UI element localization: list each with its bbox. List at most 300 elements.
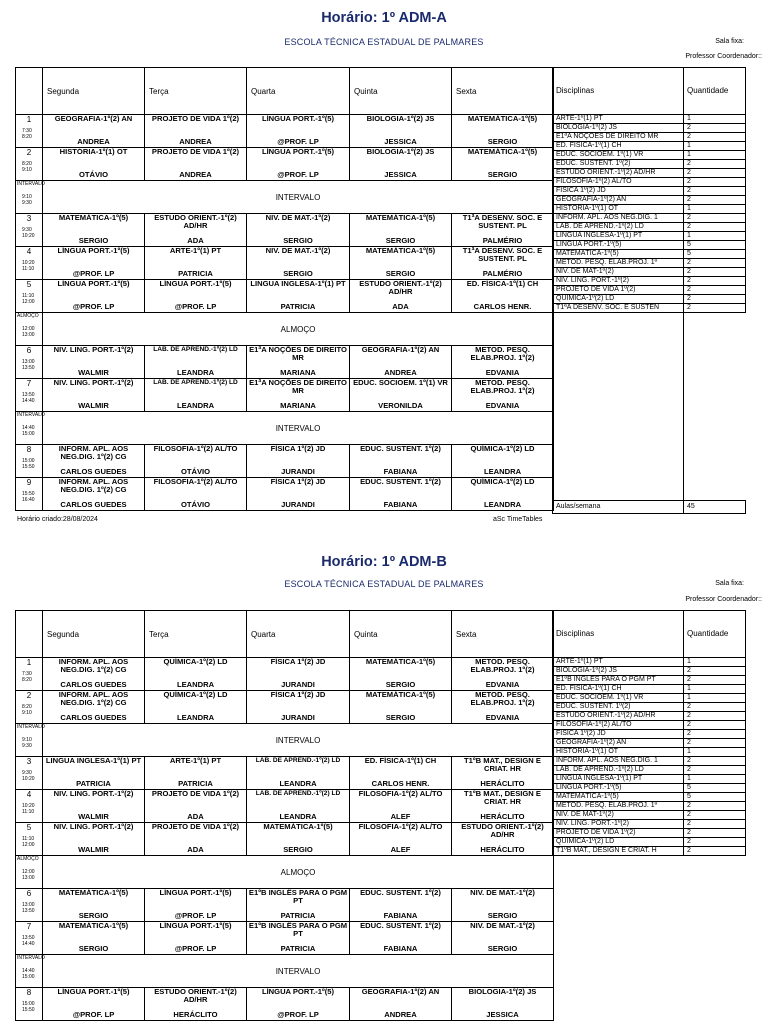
subject-count: 2 <box>684 766 746 775</box>
teacher-name: SERGIO <box>385 269 416 278</box>
subject-label: ED. FÍSICA-1º(1) CH <box>553 142 684 151</box>
teacher-name: WALMIR <box>78 368 109 377</box>
subject-count: 2 <box>684 802 746 811</box>
subject-name: T1ªA DESENV. SOC. E SUSTENT. PL <box>462 246 543 263</box>
subject-row <box>553 196 746 205</box>
lesson-cell <box>43 148 145 181</box>
subject-name: MATEMÁTICA-1º(5) <box>365 246 436 255</box>
teacher-name: CARLOS GUEDES <box>60 500 127 509</box>
teacher-name: LEANDRA <box>483 500 522 509</box>
subject-name: GEOGRAFIA-1º(2) AN <box>361 987 440 996</box>
subject-label: EDUC. SOCIOEM. 1º(1) VR <box>553 151 684 160</box>
day-header: Segunda <box>43 611 145 658</box>
lesson-cell <box>350 691 452 724</box>
subject-name: ESTUDO ORIENT.-1º(2) AD/HR <box>359 279 442 296</box>
break-time: 12:00 13:00 <box>22 869 35 881</box>
break-name: INTERVALO <box>43 724 554 757</box>
period-time: 15:00 15:50 <box>22 1001 35 1013</box>
subject-count: 2 <box>684 187 746 196</box>
subject-row <box>553 793 746 802</box>
lesson-cell <box>247 148 350 181</box>
lesson-cell <box>350 922 452 955</box>
subject-count: 2 <box>684 739 746 748</box>
lesson-cell <box>43 922 145 955</box>
subject-name: ED. FÍSICA-1º(1) CH <box>466 279 539 288</box>
lesson-cell <box>145 658 247 691</box>
subject-name: METOD. PESQ. ELAB.PROJ. 1º(2) <box>470 378 535 395</box>
break-time: 14:40 15:00 <box>22 968 35 980</box>
subject-label: PROJETO DE VIDA 1º(2) <box>553 286 684 295</box>
teacher-name: ADA <box>392 302 409 311</box>
subject-name: E1ºB INGLÊS PARA O PGM PT <box>248 888 348 905</box>
teacher-name: EDVANIA <box>485 680 520 689</box>
subject-count: 1 <box>684 685 746 694</box>
subject-count: 1 <box>684 115 746 124</box>
teacher-name: SERGIO <box>487 170 518 179</box>
break-time-cell <box>16 412 43 445</box>
period-cell <box>16 346 43 379</box>
lesson-cell <box>145 988 247 1021</box>
subject-count: 2 <box>684 259 746 268</box>
period-cell <box>16 148 43 181</box>
teacher-name: SERGIO <box>78 236 109 245</box>
teacher-name: CARLOS GUEDES <box>60 680 127 689</box>
subject-name: NIV. LING. PORT.-1º(2) <box>53 378 134 387</box>
subject-label: E1ºB INGLÊS PARA O PGM PT <box>553 676 684 685</box>
teacher-name: JESSICA <box>384 170 417 179</box>
school-name: ESCOLA TÉCNICA ESTADUAL DE PALMARES <box>284 579 484 589</box>
subject-name: ARTE-1º(1) PT <box>169 246 222 255</box>
break-time-cell <box>16 724 43 757</box>
teacher-name: LEANDRA <box>176 680 215 689</box>
period-number: 9 <box>26 478 32 487</box>
subject-count: 2 <box>684 286 746 295</box>
teacher-name: @PROF. LP <box>277 137 319 146</box>
subject-name: MATEMÁTICA-1º(5) <box>467 114 538 123</box>
lesson-cell <box>350 790 452 823</box>
school-name: ESCOLA TÉCNICA ESTADUAL DE PALMARES <box>284 37 484 47</box>
subject-name: LINGUA INGLESA-1º(1) PT <box>45 756 142 765</box>
teacher-name: JESSICA <box>384 137 417 146</box>
subject-label: LAB. DE APREND.-1º(2) LD <box>553 766 684 775</box>
lesson-cell <box>452 346 554 379</box>
subject-count: 2 <box>684 811 746 820</box>
period-number: 2 <box>26 691 32 700</box>
teacher-name: PATRICIA <box>280 911 316 920</box>
subject-count: 5 <box>684 793 746 802</box>
lesson-cell <box>247 115 350 148</box>
aulas-semana-row <box>553 501 746 514</box>
period-row <box>16 757 554 790</box>
subject-row <box>553 250 746 259</box>
teacher-name: JURANDI <box>281 680 315 689</box>
teacher-name: ANDREA <box>179 170 212 179</box>
subject-name: LÍNGUA PORT.-1º(5) <box>57 246 130 255</box>
subject-row <box>553 730 746 739</box>
teacher-name: @PROF. LP <box>174 302 217 311</box>
subject-label: LAB. DE APREND.-1º(2) LD <box>553 223 684 232</box>
break-time: 9:10 9:30 <box>22 194 32 206</box>
lesson-cell <box>43 445 145 478</box>
period-cell <box>16 922 43 955</box>
teacher-name: PALMÉRIO <box>482 269 523 278</box>
teacher-name: SERGIO <box>283 845 313 854</box>
teacher-name: SERGIO <box>385 680 416 689</box>
lesson-cell <box>43 379 145 412</box>
subject-count: 2 <box>684 757 746 766</box>
period-cell <box>16 691 43 724</box>
period-number: 4 <box>26 247 32 256</box>
teacher-name: CARLOS HENR. <box>371 779 430 788</box>
period-number: 2 <box>26 148 32 157</box>
subject-row <box>553 295 746 304</box>
subject-count: 2 <box>684 712 746 721</box>
lesson-cell <box>452 445 554 478</box>
break-name: INTERVALO <box>43 412 554 445</box>
subject-count: 2 <box>684 847 746 856</box>
sala-fixa-label: Sala fixa: <box>715 580 744 587</box>
spacer-cell <box>553 313 684 501</box>
lesson-cell <box>43 790 145 823</box>
subject-name: FÍSICA 1º(2) JD <box>270 690 326 699</box>
subject-label: EDUC. SOCIOEM. 1º(1) VR <box>553 694 684 703</box>
subject-name: FÍSICA 1º(2) JD <box>270 477 326 486</box>
day-header: Sexta <box>452 68 554 115</box>
subject-label: QUÍMICA-1º(2) LD <box>553 838 684 847</box>
spacer-cell <box>684 313 746 501</box>
period-number: 5 <box>26 823 32 832</box>
subject-count: 5 <box>684 250 746 259</box>
period-row <box>16 478 554 511</box>
teacher-name: MARIANA <box>280 401 316 410</box>
subject-name: LAB. DE APREND.-1º(2) LD <box>153 346 238 353</box>
subject-row <box>553 160 746 169</box>
teacher-name: ADA <box>187 236 204 245</box>
subject-row <box>553 766 746 775</box>
subject-name: ED. FÍSICA-1º(1) CH <box>364 756 437 765</box>
teacher-name: LEANDRA <box>279 812 317 821</box>
teacher-name: PATRICIA <box>178 269 213 278</box>
teacher-name: LEANDRA <box>279 779 317 788</box>
subject-label: METOD. PESQ. ELAB.PROJ. 1º <box>553 802 684 811</box>
teacher-name: @PROF. LP <box>174 944 217 953</box>
teacher-name: PATRICIA <box>76 779 111 788</box>
subject-count: 1 <box>684 775 746 784</box>
day-header: Quarta <box>247 68 350 115</box>
break-row <box>16 724 554 757</box>
lesson-cell <box>145 445 247 478</box>
subject-row <box>553 748 746 757</box>
subject-name: LINGUA INGLESA-1º(1) PT <box>250 279 346 288</box>
subject-label: LÍNGUA PORT.-1º(5) <box>553 784 684 793</box>
subject-row <box>553 694 746 703</box>
period-number: 8 <box>26 445 32 454</box>
lesson-cell <box>452 658 554 691</box>
period-cell <box>16 247 43 280</box>
period-number: 1 <box>26 658 32 667</box>
break-row <box>16 181 554 214</box>
subject-name: ARTE-1º(1) PT <box>169 756 222 765</box>
subject-label: FÍSICA 1º(2) JD <box>553 730 684 739</box>
lesson-cell <box>43 658 145 691</box>
subject-row <box>553 667 746 676</box>
lesson-cell <box>43 346 145 379</box>
subject-count: 1 <box>684 748 746 757</box>
subject-label: FÍSICA 1º(2) JD <box>553 187 684 196</box>
period-time: 10:20 11:10 <box>22 260 35 272</box>
subject-name: NIV. DE MAT.-1º(2) <box>470 888 535 897</box>
subject-name: MATEMÁTICA-1º(5) <box>263 822 333 831</box>
teacher-name: OTÁVIO <box>180 467 211 476</box>
subjects-table <box>552 610 746 856</box>
timetable-grid <box>15 67 554 511</box>
lesson-cell <box>145 214 247 247</box>
subject-count: 1 <box>684 151 746 160</box>
subject-name: LÍNGUA PORT.-1º(5) <box>159 279 232 288</box>
break-name: ALMOÇO <box>43 313 554 346</box>
teacher-name: HERÁCLITO <box>480 812 525 821</box>
day-header: Segunda <box>43 68 145 115</box>
teacher-name: @PROF. LP <box>174 911 217 920</box>
subject-name: PROJETO DE VIDA 1º(2) <box>151 114 240 123</box>
subject-name: QUÍMICA-1º(2) LD <box>470 444 535 453</box>
period-cell <box>16 280 43 313</box>
teacher-name: WALMIR <box>78 845 109 854</box>
teacher-name: HERÁCLITO <box>173 1010 218 1019</box>
subject-name: EDUC. SUSTENT. 1º(2) <box>360 921 441 930</box>
subject-name: LAB. DE APREND.-1º(2) LD <box>255 757 341 764</box>
subject-count: 2 <box>684 730 746 739</box>
subject-count: 5 <box>684 241 746 250</box>
subject-label: T1ªA DESENV. SOC. E SUSTEN <box>553 304 684 313</box>
subject-label: GEOGRAFIA-1º(2) AN <box>553 196 684 205</box>
subject-row <box>553 178 746 187</box>
subject-name: E1ºB INGLÊS PARA O PGM PT <box>248 921 348 938</box>
corner-cell <box>16 68 43 115</box>
subject-name: QUÍMICA-1º(2) LD <box>163 657 228 666</box>
teacher-name: SERGIO <box>385 713 416 722</box>
subject-name: E1ªA NOÇÕES DE DIREITO MR <box>249 345 347 362</box>
day-header: Quarta <box>247 611 350 658</box>
lesson-cell <box>452 148 554 181</box>
subject-row <box>553 169 746 178</box>
lesson-cell <box>43 889 145 922</box>
subject-row <box>553 739 746 748</box>
period-cell <box>16 790 43 823</box>
day-header: Terça <box>145 68 247 115</box>
subject-name: NIV. DE MAT.-1º(2) <box>265 246 331 255</box>
day-header: Sexta <box>452 611 554 658</box>
subject-label: INFORM. APL. AOS NEG.DIG. 1 <box>553 757 684 766</box>
period-time: 13:00 13:50 <box>22 902 35 914</box>
subject-count: 2 <box>684 703 746 712</box>
period-row <box>16 922 554 955</box>
lesson-cell <box>350 988 452 1021</box>
teacher-name: OTÁVIO <box>180 500 211 509</box>
subject-name: LAB. DE APREND.-1º(2) LD <box>153 379 238 386</box>
subject-label: ARTE-1º(1) PT <box>553 115 684 124</box>
period-row <box>16 346 554 379</box>
subject-name: LÍNGUA PORT.-1º(5) <box>159 921 232 930</box>
corner-cell <box>16 611 43 658</box>
lesson-cell <box>350 346 452 379</box>
lesson-cell <box>452 790 554 823</box>
teacher-name: CARLOS GUEDES <box>60 467 127 476</box>
teacher-name: LEANDRA <box>176 401 215 410</box>
subject-label: MATEMÁTICA-1º(5) <box>553 250 684 259</box>
teacher-name: JURANDI <box>281 500 315 509</box>
subject-label: MATEMÁTICA-1º(5) <box>553 793 684 802</box>
teacher-name: ANDREA <box>179 137 212 146</box>
subject-label: HISTÓRIA-1º(1) OT <box>553 205 684 214</box>
period-number: 6 <box>26 346 32 355</box>
day-header: Quinta <box>350 68 452 115</box>
lesson-cell <box>452 922 554 955</box>
subject-count: 2 <box>684 169 746 178</box>
period-time: 7:30 8:20 <box>22 128 32 140</box>
subject-name: QUÍMICA-1º(2) LD <box>163 690 228 699</box>
subject-count: 2 <box>684 196 746 205</box>
teacher-name: SERGIO <box>487 911 518 920</box>
subject-name: FILOSOFIA-1º(2) AL/TO <box>358 822 443 831</box>
subject-name: BIOLOGIA-1º(2) JS <box>366 114 435 123</box>
break-label: INTERVALO <box>17 955 45 961</box>
lesson-cell <box>43 757 145 790</box>
subject-name: FILOSOFIA-1º(2) AL/TO <box>358 789 443 798</box>
lesson-cell <box>145 757 247 790</box>
period-number: 5 <box>26 280 32 289</box>
subject-name: MATEMÁTICA-1º(5) <box>467 147 538 156</box>
subject-count: 2 <box>684 160 746 169</box>
subject-label: T1ºB MAT., DESIGN E CRIAT. H <box>553 847 684 856</box>
teacher-name: LEANDRA <box>483 467 522 476</box>
period-number: 6 <box>26 889 32 898</box>
break-label: INTERVALO <box>17 412 45 418</box>
lesson-cell <box>350 478 452 511</box>
subject-name: NIV. DE MAT.-1º(2) <box>470 921 535 930</box>
subject-name: LÍNGUA PORT.-1º(5) <box>261 147 335 156</box>
subject-count: 2 <box>684 676 746 685</box>
day-header: Terça <box>145 611 247 658</box>
period-row <box>16 148 554 181</box>
subject-label: LINGUA INGLESA-1º(1) PT <box>553 232 684 241</box>
subjects-header-row <box>553 611 746 658</box>
lesson-cell <box>452 691 554 724</box>
period-row <box>16 889 554 922</box>
subject-count: 1 <box>684 232 746 241</box>
subject-name: METOD. PESQ. ELAB.PROJ. 1º(2) <box>470 345 535 362</box>
teacher-name: SERGIO <box>283 269 313 278</box>
teacher-name: SERGIO <box>78 911 109 920</box>
lesson-cell <box>43 280 145 313</box>
break-row <box>16 313 554 346</box>
lesson-cell <box>43 214 145 247</box>
subject-label: LÍNGUA PORT.-1º(5) <box>553 241 684 250</box>
lesson-cell <box>452 757 554 790</box>
teacher-name: EDVANIA <box>485 401 520 410</box>
subject-label: ESTUDO ORIENT.-1º(2) AD/HR <box>553 169 684 178</box>
period-time: 11:10 12:00 <box>22 293 35 305</box>
lesson-cell <box>452 478 554 511</box>
period-cell <box>16 757 43 790</box>
subject-label: NIV. DE MAT-1º(2) <box>553 811 684 820</box>
teacher-name: FABIANA <box>383 467 418 476</box>
lesson-cell <box>350 658 452 691</box>
lesson-cell <box>145 889 247 922</box>
lesson-cell <box>247 478 350 511</box>
period-row <box>16 988 554 1021</box>
subject-name: EDUC. SUSTENT. 1º(2) <box>360 477 441 486</box>
teacher-name: @PROF. LP <box>277 1010 319 1019</box>
subject-label: METOD. PESQ. ELAB.PROJ. 1º <box>553 259 684 268</box>
lesson-cell <box>452 214 554 247</box>
subject-count: 2 <box>684 214 746 223</box>
timetable-grid <box>15 610 554 1021</box>
subject-name: QUÍMICA-1º(2) LD <box>470 477 535 486</box>
subject-row <box>553 232 746 241</box>
subject-name: NIV. LING. PORT.-1º(2) <box>53 345 134 354</box>
lesson-cell <box>43 988 145 1021</box>
subject-row <box>553 277 746 286</box>
lesson-cell <box>350 148 452 181</box>
subject-name: MATEMÁTICA-1º(5) <box>58 213 129 222</box>
break-label: INTERVALO <box>17 724 45 730</box>
subject-count: 2 <box>684 295 746 304</box>
break-time-cell <box>16 181 43 214</box>
subject-label: NIV. LING. PORT.-1º(2) <box>553 820 684 829</box>
subject-label: FILOSOFIA-1º(2) AL/TO <box>553 721 684 730</box>
subject-row <box>553 241 746 250</box>
period-cell <box>16 988 43 1021</box>
teacher-name: @PROF. LP <box>277 170 319 179</box>
lesson-cell <box>350 823 452 856</box>
subject-name: PROJETO DE VIDA 1º(2) <box>151 147 240 156</box>
subject-label: NIV. DE MAT-1º(2) <box>553 268 684 277</box>
lesson-cell <box>145 379 247 412</box>
subject-name: T1ºB MAT., DESIGN E CRIAT. HR <box>464 756 541 773</box>
lesson-cell <box>350 445 452 478</box>
subject-count: 5 <box>684 784 746 793</box>
subject-row <box>553 142 746 151</box>
subject-name: METOD. PESQ. ELAB.PROJ. 1º(2) <box>470 690 535 707</box>
break-name: INTERVALO <box>43 955 554 988</box>
period-number: 3 <box>26 757 32 766</box>
lesson-cell <box>350 379 452 412</box>
lesson-cell <box>43 247 145 280</box>
subject-count: 2 <box>684 820 746 829</box>
period-number: 7 <box>26 922 32 931</box>
teacher-name: JURANDI <box>281 467 315 476</box>
subject-name: HISTÓRIA-1º(1) OT <box>59 147 128 156</box>
teacher-name: PATRICIA <box>178 779 213 788</box>
break-label: ALMOÇO <box>17 313 39 319</box>
lesson-cell <box>247 247 350 280</box>
subject-name: PROJETO DE VIDA 1º(2) <box>151 789 240 798</box>
period-number: 3 <box>26 214 32 223</box>
teacher-name: MARIANA <box>280 368 316 377</box>
period-cell <box>16 445 43 478</box>
subject-name: FILOSOFIA-1º(2) AL/TO <box>153 477 238 486</box>
coordinator-label: Professor Coordenador:: <box>685 596 762 603</box>
teacher-name: LEANDRA <box>176 368 215 377</box>
coordinator-label: Professor Coordenador:: <box>685 53 762 60</box>
lesson-cell <box>350 889 452 922</box>
period-number: 1 <box>26 115 32 124</box>
lesson-cell <box>452 823 554 856</box>
subject-row <box>553 721 746 730</box>
teacher-name: SERGIO <box>78 944 109 953</box>
period-cell <box>16 658 43 691</box>
